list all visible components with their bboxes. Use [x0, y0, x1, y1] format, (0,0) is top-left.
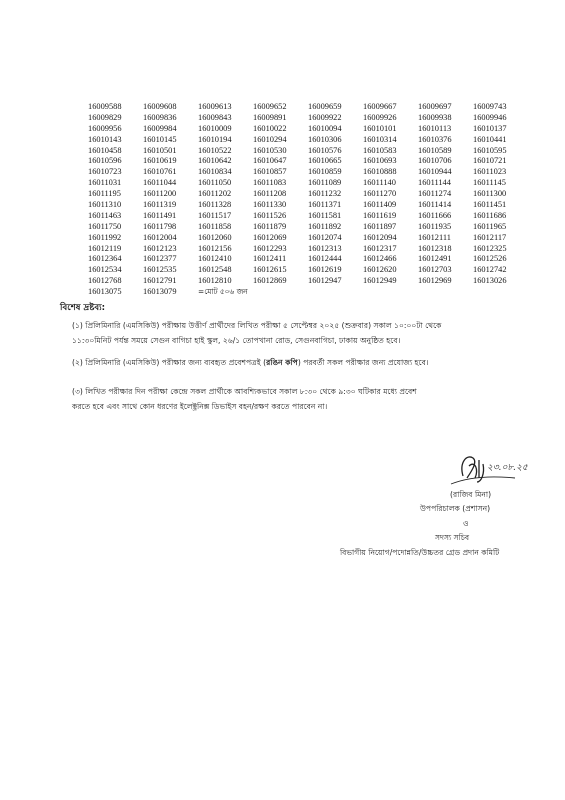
roll-number-cell: 16012074 — [308, 232, 342, 242]
roll-number-cell: 16011144 — [418, 178, 451, 188]
roll-number-cell: 16012060 — [198, 232, 232, 242]
roll-number-cell: 16010834 — [198, 167, 232, 177]
roll-number-cell: 16011140 — [363, 178, 396, 188]
committee-name: বিভাগীয় নিয়োগ/পদোন্নতি/উচ্চতর গ্রেড প্রদান কমিটি — [340, 548, 500, 557]
roll-number-cell: 16012444 — [308, 254, 342, 264]
roll-number-cell: 16010522 — [198, 145, 232, 155]
roll-number-cell: 16010113 — [418, 123, 452, 133]
roll-number-cell: 16010576 — [308, 145, 342, 155]
roll-number-cell: 16012156 — [198, 243, 232, 253]
roll-number-cell: 16011935 — [418, 221, 452, 231]
roll-number-cell: 16012293 — [253, 243, 287, 253]
roll-number-cell: 16013026 — [473, 276, 507, 286]
roll-number-cell: 16011965 — [473, 221, 507, 231]
roll-number-cell: 16011371 — [308, 200, 342, 210]
roll-number-cell: 16009922 — [308, 112, 342, 122]
roll-number-cell: 16010595 — [473, 145, 507, 155]
roll-number-cell: 16012548 — [198, 265, 232, 275]
roll-number-cell: 16010022 — [253, 123, 287, 133]
roll-number-cell: 16010944 — [418, 167, 452, 177]
roll-number-cell: 16009588 — [88, 102, 122, 111]
roll-number-cell: 16011200 — [143, 189, 177, 199]
roll-number-cell: 16012703 — [418, 265, 452, 275]
signatory-and: ও — [463, 519, 469, 528]
roll-number-cell: 16010596 — [88, 156, 122, 166]
roll-number-cell: 16009956 — [88, 123, 122, 133]
roll-number-cell: 16013075 — [88, 287, 122, 297]
roll-number-cell: 16010665 — [308, 156, 342, 166]
roll-number-cell: 16012742 — [473, 265, 507, 275]
roll-number-cell: 16012111 — [418, 232, 451, 242]
roll-number-cell: 16011879 — [253, 221, 287, 231]
roll-number-cell: 16011232 — [308, 189, 342, 199]
roll-number-cell: 16011330 — [253, 200, 287, 210]
roll-number-cell: 16009926 — [363, 112, 397, 122]
roll-number-cell: 16010583 — [363, 145, 397, 155]
roll-number-cell: 16011463 — [88, 210, 122, 220]
roll-number-cell: 16012317 — [363, 243, 397, 253]
roll-number-cell: 16012410 — [198, 254, 232, 264]
roll-number-cell: 16010376 — [418, 134, 452, 144]
roll-number-cell: 16009608 — [143, 102, 177, 111]
roll-number-cell: 16011414 — [418, 200, 452, 210]
roll-number-cell: 16009659 — [308, 102, 342, 111]
roll-number-cell: 16010101 — [363, 123, 397, 133]
note-1-line-1: (১) প্রিলিমিনারি (এমসিকিউ) পরীক্ষায় উত্তীর্ণ প্রার্থীদের লিখিত পরীক্ষা ৫ সেপ্টেম্বর ২০২৫ (শুক্রবার) সকাল ১০:০০টা থেকে — [72, 321, 442, 330]
roll-number-cell: 16012768 — [88, 276, 122, 286]
roll-number-cell: 16011274 — [418, 189, 452, 199]
roll-number-cell: 16011992 — [88, 232, 122, 242]
roll-number-cell: 16011666 — [418, 210, 452, 220]
note-2-bold-text: রঙিন কপি — [266, 358, 298, 367]
roll-number-cell: 16009829 — [88, 112, 122, 122]
roll-number-cell: 16010619 — [143, 156, 177, 166]
roll-number-cell: 16013079 — [143, 287, 177, 297]
roll-number-cell: 16009652 — [253, 102, 287, 111]
roll-number-cell: 16012615 — [253, 265, 287, 275]
roll-number-cell: 16011270 — [363, 189, 397, 199]
roll-number-cell: 16009843 — [198, 112, 232, 122]
roll-number-cell: 16010314 — [363, 134, 397, 144]
roll-number-cell: 16011328 — [198, 200, 232, 210]
roll-number-cell: 16010857 — [253, 167, 287, 177]
roll-number-cell: 16009613 — [198, 102, 232, 111]
roll-number-cell: 16010094 — [308, 123, 342, 133]
roll-number-cell: 16012869 — [253, 276, 287, 286]
roll-number-cell: 16010723 — [88, 167, 122, 177]
roll-number-cell: 16011526 — [253, 210, 287, 220]
roll-number-cell: 16012619 — [308, 265, 342, 275]
roll-number-cell: 16011050 — [198, 178, 232, 188]
roll-number-cell: 16011083 — [253, 178, 287, 188]
roll-number-cell: 16010721 — [473, 156, 507, 166]
roll-number-cell: 16010761 — [143, 167, 177, 177]
roll-number-cell: 16010530 — [253, 145, 287, 155]
roll-number-cell: 16011581 — [308, 210, 342, 220]
note-3-line-1: (৩) লিখিত পরীক্ষার দিন পরীক্ষা কেন্দ্রে সকল প্রার্থীকে আবশ্যিকভাবে সকাল ৮:৩০ থেকে ৯:৩০ ঘটিকার মধ্যে প্রবেশ — [72, 387, 417, 396]
roll-number-cell: 16011451 — [473, 200, 507, 210]
roll-number-cell: 16010194 — [198, 134, 232, 144]
roll-number-cell: 16012364 — [88, 254, 122, 264]
roll-number-cell: 16012466 — [363, 254, 397, 264]
roll-number-cell: 16009667 — [363, 102, 397, 111]
roll-number-cell: 16009743 — [473, 102, 507, 111]
note-1 — [72, 318, 522, 348]
roll-number-cell: 16011300 — [473, 189, 507, 199]
roll-number-cell: 16012810 — [198, 276, 232, 286]
roll-number-cell: 16012535 — [143, 265, 177, 275]
roll-number-cell: 16011319 — [143, 200, 177, 210]
roll-number-table — [88, 102, 528, 298]
roll-number-cell: 16010009 — [198, 123, 232, 133]
roll-number-cell: 16012620 — [363, 265, 397, 275]
signatory-name: (রাজিব মিনা) — [450, 490, 492, 499]
notes-heading: বিশেষ দ্রষ্টব্য: — [60, 303, 106, 313]
signature-image — [445, 448, 555, 488]
roll-number-cell: 16012411 — [253, 254, 287, 264]
note-1-line-2: ১১:৩০মিনিট পর্যন্ত সময়ে সেগুন বাগিচা হাই স্কুল, ২৬/১ তোপখানা রোড, সেগুনবাগিচা, ঢাকায় অনুষ্ঠিত হবে। — [72, 336, 401, 345]
roll-number-cell: 16011517 — [198, 210, 232, 220]
note-3 — [72, 384, 522, 414]
note-2-text-after: ) পরবর্তী সকল পরীক্ষার জন্য প্রযোজ্য হবে। — [297, 358, 429, 367]
roll-number-cell: 16012947 — [308, 276, 342, 286]
roll-number-cell: 16012377 — [143, 254, 177, 264]
total-count: =মোট ৫০৬ জন — [198, 287, 248, 297]
roll-number-cell: 16012949 — [363, 276, 397, 286]
note-3-line-2: করতে হবে এবং সাথে কোন ধরণের ইলেক্ট্রনিক্স ডিভাইস বহন/রক্ষণ করতে পারবেন না। — [72, 402, 328, 411]
roll-number-cell: 16012094 — [363, 232, 397, 242]
roll-number-cell: 16012791 — [143, 276, 177, 286]
roll-number-cell: 16012069 — [253, 232, 287, 242]
roll-number-cell: 16012526 — [473, 254, 507, 264]
roll-number-cell: 16011195 — [88, 189, 121, 199]
roll-number-cell: 16010137 — [473, 123, 507, 133]
roll-number-cell: 16011031 — [88, 178, 122, 188]
roll-number-cell: 16012123 — [143, 243, 177, 253]
note-2-text-before: (২) প্রিলিমিনারি (এমসিকিউ) পরীক্ষার জন্য ব্যবহৃত প্রবেশপত্রই ( — [72, 358, 267, 367]
roll-number-cell: 16010888 — [363, 167, 397, 177]
roll-number-cell: 16012969 — [418, 276, 452, 286]
roll-number-cell: 16010294 — [253, 134, 287, 144]
roll-number-cell: 16011145 — [473, 178, 506, 188]
roll-number-cell: 16009984 — [143, 123, 177, 133]
roll-number-cell: 16010143 — [88, 134, 122, 144]
roll-number-cell: 16011750 — [88, 221, 122, 231]
roll-number-cell: 16010693 — [363, 156, 397, 166]
signatory-role: সদস্য সচিব — [435, 533, 470, 542]
roll-number-cell: 16012117 — [473, 232, 507, 242]
note-2 — [72, 355, 522, 370]
roll-number-cell: 16009836 — [143, 112, 177, 122]
roll-number-cell: 16011208 — [253, 189, 287, 199]
signature-date: ২৩.০৮.২৫ — [487, 463, 528, 473]
roll-number-cell: 16012491 — [418, 254, 452, 264]
roll-number-cell: 16010647 — [253, 156, 287, 166]
roll-number-cell: 16009938 — [418, 112, 452, 122]
roll-number-cell: 16011897 — [363, 221, 397, 231]
roll-number-cell: 16012318 — [418, 243, 452, 253]
roll-number-cell: 16011798 — [143, 221, 177, 231]
roll-number-cell: 16009946 — [473, 112, 507, 122]
roll-number-cell: 16012313 — [308, 243, 342, 253]
roll-number-cell: 16009697 — [418, 102, 452, 111]
roll-number-cell: 16010642 — [198, 156, 232, 166]
roll-number-cell: 16011044 — [143, 178, 177, 188]
roll-number-cell: 16011858 — [198, 221, 232, 231]
roll-number-cell: 16012119 — [88, 243, 122, 253]
roll-number-cell: 16012534 — [88, 265, 122, 275]
roll-number-cell: 16012004 — [143, 232, 177, 242]
roll-number-cell: 16010859 — [308, 167, 342, 177]
roll-number-cell: 16010706 — [418, 156, 452, 166]
roll-number-cell: 16011310 — [88, 200, 122, 210]
roll-number-cell: 16010589 — [418, 145, 452, 155]
roll-number-cell: 16010458 — [88, 145, 122, 155]
roll-number-cell: 16011491 — [143, 210, 177, 220]
roll-number-cell: 16011892 — [308, 221, 342, 231]
signatory-designation: উপপরিচালক (প্রশাসন) — [420, 504, 491, 513]
roll-number-cell: 16012325 — [473, 243, 507, 253]
roll-number-cell: 16010145 — [143, 134, 177, 144]
roll-number-cell: 16011089 — [308, 178, 342, 188]
roll-number-cell: 16010441 — [473, 134, 507, 144]
roll-number-cell: 16009891 — [253, 112, 287, 122]
roll-number-cell: 16011619 — [363, 210, 397, 220]
roll-number-cell: 16011686 — [473, 210, 507, 220]
roll-number-cell: 16011202 — [198, 189, 232, 199]
roll-number-cell: 16010306 — [308, 134, 342, 144]
roll-number-cell: 16011023 — [473, 167, 507, 177]
roll-number-cell: 16011409 — [363, 200, 397, 210]
roll-number-cell: 16010501 — [143, 145, 177, 155]
